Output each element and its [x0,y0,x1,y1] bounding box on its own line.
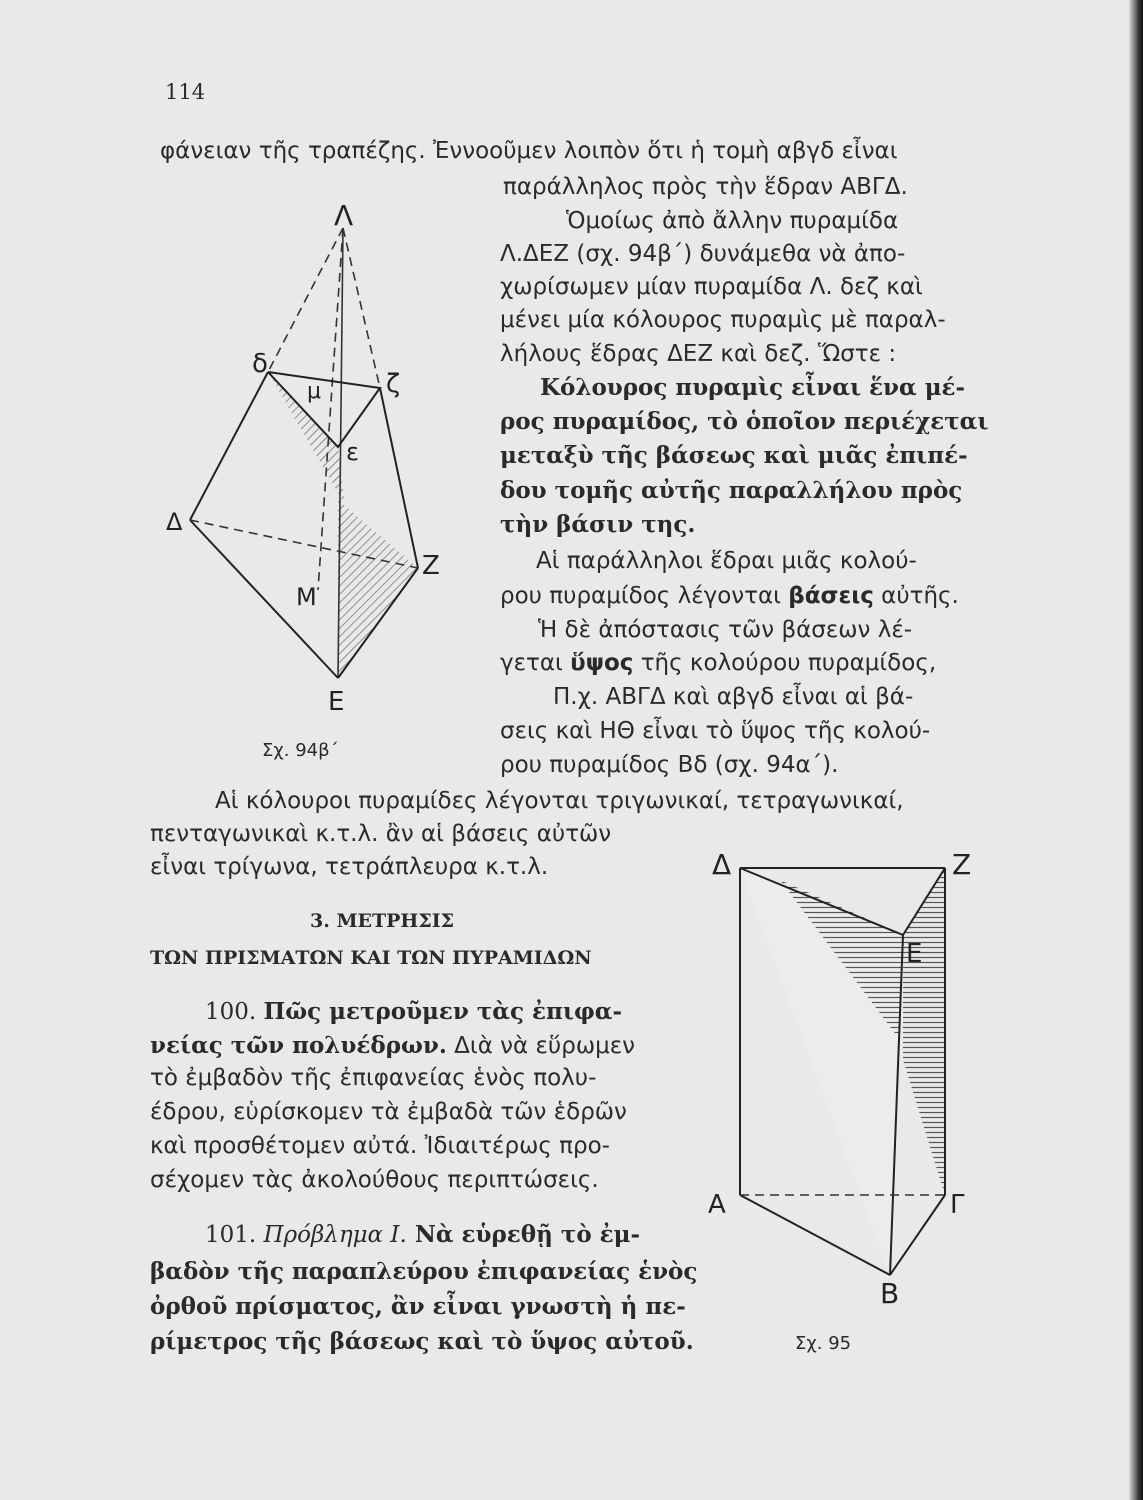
fig95-label-B: Β [880,1277,900,1310]
fig94-label-e: ε [346,438,359,466]
fig94-label-m: μ [307,379,321,404]
text-span: τῆς κολούρου πυραμίδος, [633,650,937,676]
figure-95-caption: Σχ. 95 [795,1333,852,1354]
figure-94-caption: Σχ. 94β΄ [262,740,339,761]
definition-line: ρος πυραμίδος, τὸ ὁποῖον περιέχεται [500,408,989,435]
definition-line: Κόλουρος πυραμὶς εἶναι ἕνα μέ- [540,374,966,401]
text-span: γεται [500,650,571,676]
text-line: σεις καὶ ΗΘ εἶναι τὸ ὕψος τῆς κολού- [500,718,931,744]
definition-line: μεταξὺ τῆς βάσεως καὶ μιᾶς ἐπιπέ- [500,442,968,469]
text-line: Ἡ δὲ ἀπόστασις τῶν βάσεων λέ- [538,617,913,643]
text-line: χωρίσωμεν μίαν πυραμίδα Λ. δεζ καὶ [500,274,923,300]
item-101-title: Νὰ εὑρεθῇ τὸ ἐμ- [406,1221,641,1248]
text-line: Ὁμοίως ἀπὸ ἄλλην πυραμίδα [566,208,899,234]
text-line: σέχομεν τὰς ἀκολούθους περιπτώσεις. [150,1167,599,1193]
fig95-label-G: Γ [950,1190,965,1220]
section-title: 3. ΜΕΤΡΗΣΙΣ [310,910,455,932]
fig94-label-d: δ [252,349,268,379]
text-line: ὀρθοῦ πρίσματος, ἂν εἶναι γνωστὴ ἡ πε- [150,1293,686,1320]
term-height: ὕψος [570,650,634,676]
text-line: φάνειαν τῆς τραπέζης. Ἐννοοῦμεν λοιπὸν ὅτι ἡ τομὴ αβγδ εἶναι [160,138,898,164]
item-101-number: 101. [205,1222,257,1248]
item-100-title: νείας τῶν πολυέδρων. [150,1032,447,1059]
text-line: Λ.ΔΕΖ (σχ. 94β΄) δυνάμεθα νὰ ἀπο- [500,241,906,267]
fig95-label-D: Δ [712,848,732,881]
text-line: Αἱ παράλληλοι ἕδραι μιᾶς κολού- [536,548,917,574]
item-100-number: 100. [205,999,257,1025]
item-100-title: Πῶς μετροῦμεν τὰς ἐπιφα- [263,998,623,1025]
text-line: βαδὸν τῆς παραπλεύρου ἐπιφανείας ἑνὸς [150,1258,698,1285]
fig94-label-apex: Λ [334,199,354,232]
text-line: λήλους ἕδρας ΔΕΖ καὶ δεζ. Ὥστε : [500,341,897,367]
fig95-shade-right [903,868,945,1195]
text-line: Αἱ κόλουροι πυραμίδες λέγονται τριγωνικαί, τετραγωνικαί, [215,788,904,814]
text-line: εἶναι τρίγωνα, τετράπλευρα κ.τ.λ. [150,854,549,880]
fig94-label-M: Μ [296,583,317,611]
fig94-label-D: Δ [166,508,183,536]
item-101-label: Πρόβλημα I. [263,1222,407,1248]
text-line: Π.χ. ΑΒΓΔ καὶ αβγδ εἶναι αἱ βά- [553,684,914,710]
text-line: τὸ ἐμβαδὸν τῆς ἐπιφανείας ἑνὸς πολυ- [150,1065,597,1091]
fig95-edge [890,1195,945,1275]
definition-line: δου τομῆς αὐτῆς παραλλήλου πρὸς [500,477,963,504]
definition-line: τὴν βάσιν της. [500,511,696,538]
text-line: μένει μία κόλουρος πυραμὶς μὲ παραλ- [500,307,946,333]
term-bases: βάσεις [788,583,874,609]
text-span: Διὰ νὰ εὕρωμεν [446,1033,636,1059]
text-line: παράλληλος πρὸς τὴν ἕδραν ΑΒΓΔ. [503,174,908,200]
fig94-label-E: Ε [328,687,345,717]
text-line: πενταγωνικαὶ κ.τ.λ. ἂν αἱ βάσεις αὐτῶν [150,821,612,847]
text-line: έδρου, εὑρίσκομεν τὰ ἐμβαδὰ τῶν ἑδρῶν [150,1099,627,1125]
text-line: καὶ προσθέτομεν αὐτά. Ἰδιαιτέρως προ- [150,1133,610,1159]
text-span: ρου πυραμίδος λέγονται [500,583,789,609]
page-number: 114 [165,80,206,104]
text-span: αὐτῆς. [873,583,959,609]
fig94-label-Z: Ζ [422,551,440,581]
fig95-label-A: Α [708,1190,726,1220]
text-line: ρίμετρος τῆς βάσεως καὶ τὸ ὕψος αὐτοῦ. [150,1328,694,1355]
fig95-label-Z: Ζ [952,848,972,881]
text-line: ρου πυραμίδος Βδ (σχ. 94α΄). [500,752,839,778]
section-subtitle: ΤΩΝ ΠΡΙΣΜΑΤΩΝ ΚΑΙ ΤΩΝ ΠΥΡΑΜΙΔΩΝ [150,947,592,969]
fig95-label-E: Ε [906,939,923,969]
fig94-label-z: ζ [386,369,401,399]
